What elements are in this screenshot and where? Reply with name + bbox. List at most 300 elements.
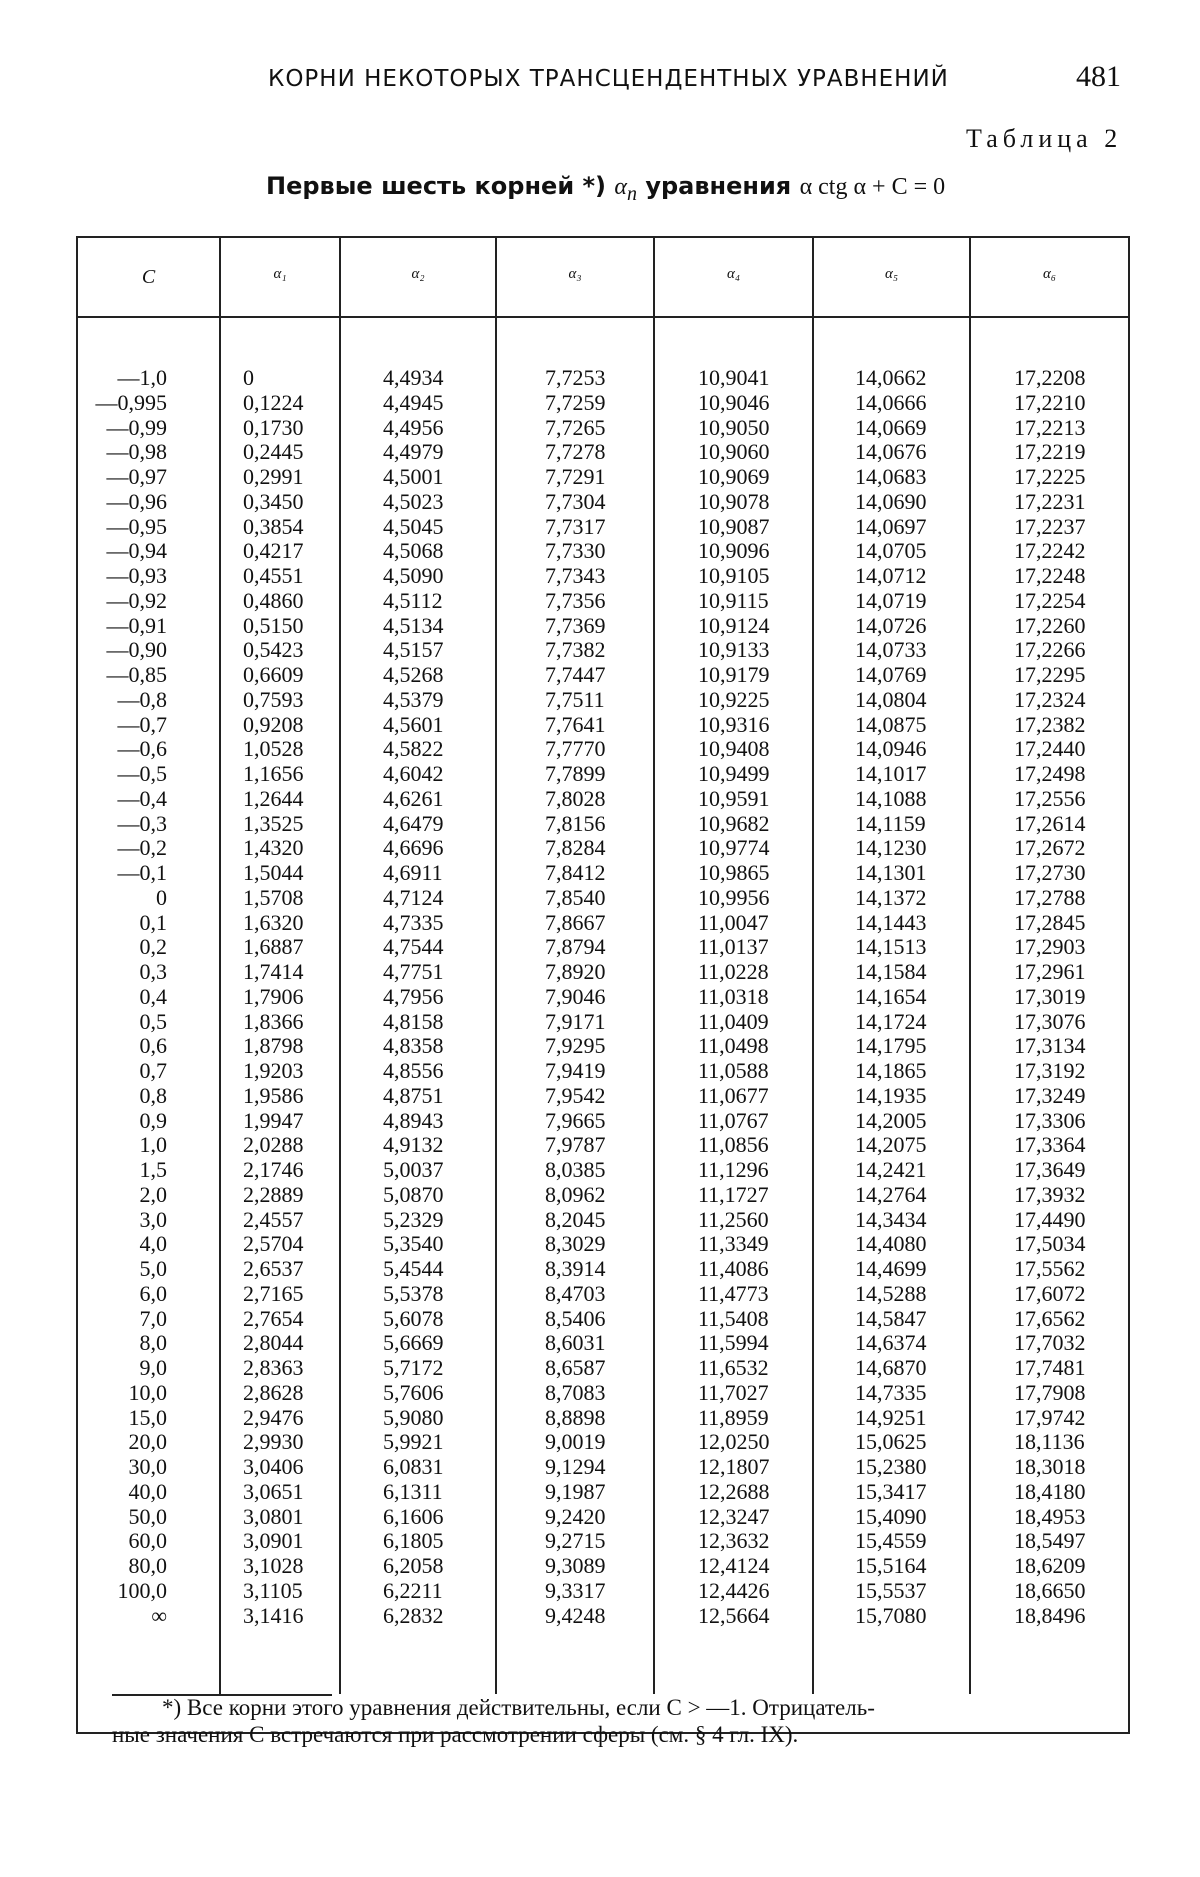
header-alpha-4: α₄ bbox=[726, 266, 741, 282]
table-cell: 9,0019 bbox=[545, 1429, 606, 1455]
table-cell: 4,7124 bbox=[383, 884, 444, 910]
table-cell: —0,6 bbox=[117, 736, 167, 762]
table-cell: 4,4945 bbox=[383, 389, 444, 415]
table-cell: 10,9225 bbox=[698, 686, 770, 712]
table-cell: 0,2991 bbox=[243, 464, 304, 489]
table-cell: —0,95 bbox=[106, 513, 167, 539]
table-cell: 17,2225 bbox=[1014, 464, 1086, 489]
table-cell: 7,8284 bbox=[545, 835, 606, 861]
table-cell: 1,9203 bbox=[243, 1058, 304, 1083]
table-cell: 0,4551 bbox=[243, 563, 304, 588]
table-cell: 14,1017 bbox=[855, 761, 927, 786]
table-cell: 0,7593 bbox=[243, 686, 304, 712]
table-cell: —0,94 bbox=[106, 538, 167, 564]
table-cell: 14,0712 bbox=[855, 563, 927, 588]
table-cell: 5,9921 bbox=[383, 1429, 444, 1455]
table-cell: 4,5157 bbox=[383, 637, 444, 663]
table-cell: —0,995 bbox=[95, 389, 167, 415]
table-cell: 14,4699 bbox=[855, 1256, 927, 1281]
table-cell: 4,5822 bbox=[383, 736, 444, 762]
table-cell: 0,9 bbox=[139, 1107, 167, 1133]
table-cell: 11,0318 bbox=[698, 983, 769, 1009]
table-cell: 15,4559 bbox=[855, 1528, 927, 1554]
table-cell: 2,6537 bbox=[243, 1256, 304, 1281]
table-cell: 17,2440 bbox=[1014, 736, 1086, 762]
table-cell: 5,4544 bbox=[383, 1256, 444, 1281]
table-cell: 17,3192 bbox=[1014, 1058, 1086, 1083]
table-cell: 8,0962 bbox=[545, 1181, 606, 1207]
table-cell: 17,3019 bbox=[1014, 983, 1086, 1009]
table-cell: —0,5 bbox=[117, 761, 167, 786]
table-cell: 14,0946 bbox=[855, 736, 927, 762]
table-cell: 4,5045 bbox=[383, 513, 444, 539]
table-cell: 4,9132 bbox=[383, 1132, 444, 1158]
table-cell: 11,0856 bbox=[698, 1132, 769, 1158]
table-cell: 1,8798 bbox=[243, 1033, 304, 1059]
table-cell: 14,0697 bbox=[855, 513, 927, 539]
table-cell: 10,9041 bbox=[698, 365, 770, 390]
table-cell: 20,0 bbox=[128, 1429, 167, 1455]
table-cell: 17,2208 bbox=[1014, 365, 1086, 390]
table-cell: 12,3632 bbox=[698, 1528, 770, 1554]
table-cell: 1,8366 bbox=[243, 1008, 304, 1034]
table-cell: 14,1230 bbox=[855, 835, 927, 861]
table-cell: 11,3349 bbox=[698, 1231, 769, 1257]
table-cell: 30,0 bbox=[128, 1454, 167, 1479]
table-cell: 6,2832 bbox=[383, 1602, 444, 1628]
table-cell: 0,3450 bbox=[243, 488, 304, 514]
table-cell: 4,7751 bbox=[383, 959, 444, 984]
table-cell: 17,5562 bbox=[1014, 1256, 1086, 1281]
table-cell: 14,5847 bbox=[855, 1305, 927, 1331]
table-cell: 4,5601 bbox=[383, 711, 444, 737]
table-cell: 2,7654 bbox=[243, 1305, 304, 1331]
table-cell: 14,1513 bbox=[855, 934, 927, 960]
table-cell: 0,4860 bbox=[243, 587, 304, 613]
table-cell: 4,6261 bbox=[383, 785, 444, 811]
table-cell: 7,9665 bbox=[545, 1107, 606, 1133]
column-alpha-3 bbox=[545, 366, 606, 1628]
header-alpha-6: α₆ bbox=[1042, 266, 1057, 282]
table-cell: 4,5134 bbox=[383, 612, 444, 638]
table-cell: 17,3932 bbox=[1014, 1181, 1086, 1207]
table-cell: 0,1 bbox=[139, 909, 167, 935]
table-cell: —0,2 bbox=[117, 835, 167, 861]
column-alpha-5 bbox=[855, 366, 927, 1628]
table-cell: 11,6532 bbox=[698, 1355, 769, 1380]
table-cell: 14,0683 bbox=[855, 464, 927, 489]
table-cell: 17,7481 bbox=[1014, 1355, 1086, 1380]
table-cell: 14,1654 bbox=[855, 983, 927, 1009]
table-cell: 4,0 bbox=[139, 1231, 167, 1257]
table-cell: 11,5994 bbox=[698, 1330, 769, 1356]
table-cell: 11,0409 bbox=[698, 1008, 769, 1034]
table-cell: 10,9865 bbox=[698, 860, 770, 885]
footnote bbox=[112, 1694, 1112, 1748]
table-cell: 4,5090 bbox=[383, 563, 444, 588]
table-cell: 17,3249 bbox=[1014, 1082, 1086, 1108]
table-cell: 14,0666 bbox=[855, 389, 927, 415]
table-cell: —0,98 bbox=[106, 439, 167, 465]
table-cell: 9,1294 bbox=[545, 1454, 606, 1479]
column-alpha-2 bbox=[383, 366, 444, 1628]
table-cell: 7,7253 bbox=[545, 365, 606, 390]
table-cell: 9,2715 bbox=[545, 1528, 606, 1554]
table-cell: 10,9179 bbox=[698, 662, 770, 687]
header-alpha-3: α₃ bbox=[568, 266, 582, 282]
table-cell: 15,3417 bbox=[855, 1478, 927, 1504]
table-cell: 10,9087 bbox=[698, 513, 770, 539]
table-cell: 10,9046 bbox=[698, 389, 770, 415]
table-cell: 5,9080 bbox=[383, 1404, 444, 1430]
table-cell: 40,0 bbox=[128, 1478, 167, 1504]
table-cell: 0,5150 bbox=[243, 612, 304, 638]
table-cell: 12,0250 bbox=[698, 1429, 770, 1455]
table-cell: 15,5537 bbox=[855, 1577, 927, 1603]
table-cell: 7,7899 bbox=[545, 761, 606, 786]
table-cell: 4,5001 bbox=[383, 464, 444, 489]
table-cell: 18,6650 bbox=[1014, 1577, 1086, 1603]
table-cell: 1,6887 bbox=[243, 934, 304, 960]
table-cell: —0,4 bbox=[117, 785, 167, 811]
table-cell: —0,7 bbox=[117, 711, 167, 737]
table-cell: 4,8158 bbox=[383, 1008, 444, 1034]
table-cell: 9,1987 bbox=[545, 1478, 606, 1504]
table-cell: 7,8667 bbox=[545, 909, 606, 935]
table-cell: 5,0 bbox=[139, 1256, 167, 1281]
table-cell: 17,6562 bbox=[1014, 1305, 1086, 1331]
table-cell: 10,0 bbox=[128, 1379, 167, 1405]
table-cell: 5,6078 bbox=[383, 1305, 444, 1331]
table-cell: 11,5408 bbox=[698, 1305, 769, 1331]
table-cell: 4,4956 bbox=[383, 414, 444, 440]
table-cell: 10,9115 bbox=[698, 587, 769, 613]
table-cell: 1,9947 bbox=[243, 1107, 304, 1133]
table-cell: 1,2644 bbox=[243, 785, 304, 811]
table-cell: 10,9408 bbox=[698, 736, 770, 762]
table-cell: 100,0 bbox=[117, 1577, 167, 1603]
table-cell: 7,7343 bbox=[545, 563, 606, 588]
table-cell: 4,7335 bbox=[383, 909, 444, 935]
table-cell: —0,99 bbox=[106, 414, 167, 440]
table-cell: 8,7083 bbox=[545, 1379, 606, 1405]
table-cell: —0,91 bbox=[106, 612, 167, 638]
table-cell: 0,1730 bbox=[243, 414, 304, 440]
table-cell: 50,0 bbox=[128, 1503, 167, 1529]
table-cell: 10,9078 bbox=[698, 488, 770, 514]
table-cell: 7,7511 bbox=[545, 686, 605, 712]
table-cell: 4,6479 bbox=[383, 810, 444, 836]
table-cell: 7,9046 bbox=[545, 983, 606, 1009]
table-cell: 14,4080 bbox=[855, 1231, 927, 1257]
table-cell: 7,9295 bbox=[545, 1033, 606, 1059]
table-cell: 0 bbox=[156, 884, 167, 910]
table-cell: 1,3525 bbox=[243, 810, 304, 836]
table-cell: 14,0669 bbox=[855, 414, 927, 440]
table-cell: 8,6031 bbox=[545, 1330, 606, 1356]
footnote-line: *) Все корни этого уравнения действительны, если C > —1. Отрицатель- bbox=[162, 1695, 875, 1720]
table-cell: 17,2788 bbox=[1014, 884, 1086, 910]
table-cell: 17,2556 bbox=[1014, 785, 1086, 811]
table-cell: 17,9742 bbox=[1014, 1404, 1086, 1430]
column-c bbox=[82, 366, 167, 1628]
table-cell: 17,6072 bbox=[1014, 1280, 1086, 1306]
table-cell: 8,0385 bbox=[545, 1157, 606, 1182]
table-cell: 3,1105 bbox=[243, 1577, 303, 1603]
table-cell: 2,2889 bbox=[243, 1181, 304, 1207]
column-divider bbox=[812, 236, 814, 1694]
table-cell: 5,6669 bbox=[383, 1330, 444, 1356]
table-cell: 7,7770 bbox=[545, 736, 606, 762]
table-cell: 18,8496 bbox=[1014, 1602, 1086, 1628]
caption-middle: уравнения bbox=[645, 172, 792, 200]
table-cell: 14,6870 bbox=[855, 1355, 927, 1380]
table-cell: 17,7032 bbox=[1014, 1330, 1086, 1356]
table-cell: 15,4090 bbox=[855, 1503, 927, 1529]
table-cell: 14,0804 bbox=[855, 686, 927, 712]
table-cell: —0,85 bbox=[106, 662, 167, 687]
running-title: КОРНИ НЕКОТОРЫХ ТРАНСЦЕНДЕНТНЫХ УРАВНЕНИЙ bbox=[268, 66, 949, 92]
column-divider bbox=[219, 236, 221, 1694]
table-cell: 4,6042 bbox=[383, 761, 444, 786]
table-cell: 14,0875 bbox=[855, 711, 927, 737]
table-cell: 17,5034 bbox=[1014, 1231, 1086, 1257]
table-cell: 4,5023 bbox=[383, 488, 444, 514]
table-cell: 7,7259 bbox=[545, 389, 606, 415]
table-cell: 8,2045 bbox=[545, 1206, 606, 1232]
table-cell: 7,7382 bbox=[545, 637, 606, 663]
table-cell: 7,8540 bbox=[545, 884, 606, 910]
table-cell: 10,9096 bbox=[698, 538, 770, 564]
table-cell: 14,0690 bbox=[855, 488, 927, 514]
table-cell: 18,3018 bbox=[1014, 1454, 1086, 1479]
table-cell: 4,7956 bbox=[383, 983, 444, 1009]
table-cell: 17,3134 bbox=[1014, 1033, 1086, 1059]
table-cell: 7,7265 bbox=[545, 414, 606, 440]
table-cell: 7,8920 bbox=[545, 959, 606, 984]
table-cell: 12,5664 bbox=[698, 1602, 770, 1628]
table-cell: —0,3 bbox=[117, 810, 167, 836]
table-cell: 17,2672 bbox=[1014, 835, 1086, 861]
table-cell: 14,1372 bbox=[855, 884, 927, 910]
table-cell: 10,9591 bbox=[698, 785, 770, 811]
table-caption bbox=[266, 172, 945, 206]
table-cell: 4,8751 bbox=[383, 1082, 444, 1108]
table-cell: 17,2498 bbox=[1014, 761, 1086, 786]
table-cell: 11,0498 bbox=[698, 1033, 769, 1059]
table-cell: 11,0047 bbox=[698, 909, 769, 935]
header-c: C bbox=[141, 266, 156, 288]
table-cell: 2,0288 bbox=[243, 1132, 304, 1158]
table-cell: 14,1935 bbox=[855, 1082, 927, 1108]
table-cell: 14,0726 bbox=[855, 612, 927, 638]
table-cell: 6,1311 bbox=[383, 1478, 443, 1504]
column-divider bbox=[969, 236, 971, 1694]
table-cell: 17,3649 bbox=[1014, 1157, 1086, 1182]
table-cell: 5,3540 bbox=[383, 1231, 444, 1257]
table-cell: 17,7908 bbox=[1014, 1379, 1086, 1405]
table-cell: 4,8358 bbox=[383, 1033, 444, 1059]
table-cell: 2,1746 bbox=[243, 1157, 304, 1182]
table-cell: 7,7447 bbox=[545, 662, 606, 687]
table-cell: 17,2614 bbox=[1014, 810, 1086, 836]
table-cell: 15,0 bbox=[128, 1404, 167, 1430]
table-cell: 18,5497 bbox=[1014, 1528, 1086, 1554]
table-cell: 1,5708 bbox=[243, 884, 304, 910]
table-cell: 0,7 bbox=[139, 1058, 167, 1083]
table-cell: 3,0651 bbox=[243, 1478, 304, 1504]
table-cell: 11,0228 bbox=[698, 959, 769, 984]
table-cell: 0,3 bbox=[139, 959, 167, 984]
table-cell: 14,1088 bbox=[855, 785, 927, 811]
table-cell: —0,90 bbox=[106, 637, 167, 663]
table-cell: 14,2421 bbox=[855, 1157, 927, 1182]
table-cell: 80,0 bbox=[128, 1553, 167, 1578]
table-cell: 1,1656 bbox=[243, 761, 304, 786]
table-cell: 1,5044 bbox=[243, 860, 304, 885]
table-cell: —0,96 bbox=[106, 488, 167, 514]
table-cell: 7,7304 bbox=[545, 488, 606, 514]
table-cell: 2,9476 bbox=[243, 1404, 304, 1430]
table-cell: 17,2231 bbox=[1014, 488, 1086, 514]
table-cell: 60,0 bbox=[128, 1528, 167, 1554]
table-cell: —0,97 bbox=[106, 464, 167, 489]
table-cell: 17,2254 bbox=[1014, 587, 1086, 613]
table-cell: 12,1807 bbox=[698, 1454, 770, 1479]
table-cell: 14,1301 bbox=[855, 860, 927, 885]
table-cell: 3,0801 bbox=[243, 1503, 304, 1529]
table-cell: 8,6587 bbox=[545, 1355, 606, 1380]
column-alpha-4 bbox=[698, 366, 770, 1628]
table-cell: 15,7080 bbox=[855, 1602, 927, 1628]
table-cell: 14,2005 bbox=[855, 1107, 927, 1133]
table-cell: 2,8044 bbox=[243, 1330, 304, 1356]
table-cell: 12,3247 bbox=[698, 1503, 770, 1529]
table-cell: 0,5423 bbox=[243, 637, 304, 663]
table-cell: 11,1296 bbox=[698, 1157, 769, 1182]
table-cell: 14,0705 bbox=[855, 538, 927, 564]
table-cell: 14,1865 bbox=[855, 1058, 927, 1083]
table-cell: 2,8628 bbox=[243, 1379, 304, 1405]
table-cell: 2,5704 bbox=[243, 1231, 304, 1257]
table-cell: 9,2420 bbox=[545, 1503, 606, 1529]
footnote-line: ные значения C встречаются при рассмотрении сферы (см. § 4 гл. IX). bbox=[112, 1722, 799, 1747]
table-cell: 0,6609 bbox=[243, 662, 304, 687]
table-cell: 17,2266 bbox=[1014, 637, 1086, 663]
table-cell: 0 bbox=[243, 365, 254, 390]
table-cell: 14,0676 bbox=[855, 439, 927, 465]
table-cell: 14,5288 bbox=[855, 1280, 927, 1306]
table-cell: 10,9105 bbox=[698, 563, 770, 588]
table-cell: 17,2213 bbox=[1014, 414, 1086, 440]
table-cell: 7,7356 bbox=[545, 587, 606, 613]
table-cell: 17,2210 bbox=[1014, 389, 1086, 415]
table-cell: 5,0037 bbox=[383, 1157, 444, 1182]
table-cell: 18,6209 bbox=[1014, 1553, 1086, 1578]
table-cell: 11,4773 bbox=[698, 1280, 769, 1306]
table-cell: 8,8898 bbox=[545, 1404, 606, 1430]
table-cell: 7,9542 bbox=[545, 1082, 606, 1108]
table-cell: 14,1159 bbox=[855, 810, 926, 836]
table-cell: 10,9499 bbox=[698, 761, 770, 786]
table-cell: 7,9171 bbox=[545, 1008, 606, 1034]
column-divider bbox=[339, 236, 341, 1694]
table-cell: 3,1028 bbox=[243, 1553, 304, 1578]
table-cell: 2,9930 bbox=[243, 1429, 304, 1455]
table-cell: 7,7369 bbox=[545, 612, 606, 638]
table-cell: 14,0662 bbox=[855, 365, 927, 390]
table-cell: 18,1136 bbox=[1014, 1429, 1085, 1455]
header-rule bbox=[76, 316, 1130, 318]
table-cell: 17,2382 bbox=[1014, 711, 1086, 737]
table-cell: 18,4180 bbox=[1014, 1478, 1086, 1504]
caption-symbol: α bbox=[614, 174, 627, 200]
table-cell: 10,9050 bbox=[698, 414, 770, 440]
table-cell: 5,0870 bbox=[383, 1181, 444, 1207]
table-cell: 0,9208 bbox=[243, 711, 304, 737]
table-cell: 7,7291 bbox=[545, 464, 606, 489]
table-cell: 17,2219 bbox=[1014, 439, 1086, 465]
table-cell: 14,1724 bbox=[855, 1008, 927, 1034]
table-cell: 8,5406 bbox=[545, 1305, 606, 1331]
table-cell: 7,7317 bbox=[545, 513, 606, 539]
table-cell: 8,0 bbox=[139, 1330, 167, 1356]
table-cell: 17,2903 bbox=[1014, 934, 1086, 960]
table-cell: 4,8556 bbox=[383, 1058, 444, 1083]
caption-equation: α ctg α + C = 0 bbox=[799, 174, 946, 200]
table-cell: 10,9069 bbox=[698, 464, 770, 489]
column-alpha-6 bbox=[1014, 366, 1086, 1628]
table-cell: 10,9133 bbox=[698, 637, 770, 663]
table-cell: 17,2730 bbox=[1014, 860, 1086, 885]
table-cell: 7,7330 bbox=[545, 538, 606, 564]
table-cell: 10,9124 bbox=[698, 612, 770, 638]
table-cell: 14,2764 bbox=[855, 1181, 927, 1207]
table-cell: 17,2237 bbox=[1014, 513, 1086, 539]
table-cell: 11,0137 bbox=[698, 934, 769, 960]
table-cell: 4,4979 bbox=[383, 439, 444, 465]
table-cell: 14,1795 bbox=[855, 1033, 927, 1059]
table-cell: 14,9251 bbox=[855, 1404, 927, 1430]
table-cell: 4,7544 bbox=[383, 934, 444, 960]
table-cell: 12,2688 bbox=[698, 1478, 770, 1504]
table-cell: 5,5378 bbox=[383, 1280, 444, 1306]
table-cell: 1,4320 bbox=[243, 835, 304, 861]
table-cell: 5,2329 bbox=[383, 1206, 444, 1232]
table-cell: 7,0 bbox=[139, 1305, 167, 1331]
table-cell: 14,0719 bbox=[855, 587, 927, 613]
table-cell: 14,0769 bbox=[855, 662, 927, 687]
table-cell: 6,2058 bbox=[383, 1553, 444, 1578]
column-divider bbox=[653, 236, 655, 1694]
column-divider bbox=[495, 236, 497, 1694]
table-cell: 14,0733 bbox=[855, 637, 927, 663]
table-cell: 15,2380 bbox=[855, 1454, 927, 1479]
table-cell: 6,1606 bbox=[383, 1503, 444, 1529]
table-cell: 4,5268 bbox=[383, 662, 444, 687]
table-cell: 8,3029 bbox=[545, 1231, 606, 1257]
table-cell: 1,5 bbox=[139, 1157, 167, 1182]
table-cell: 1,0 bbox=[139, 1132, 167, 1158]
table-cell: 3,0406 bbox=[243, 1454, 304, 1479]
table-cell: 14,1584 bbox=[855, 959, 927, 984]
table-cell: 2,7165 bbox=[243, 1280, 304, 1306]
table-cell: 0,6 bbox=[139, 1033, 167, 1059]
header-alpha-5: α₅ bbox=[884, 266, 899, 282]
caption-subscript: n bbox=[626, 182, 637, 205]
table-cell: 3,1416 bbox=[243, 1602, 304, 1628]
table-cell: 17,3364 bbox=[1014, 1132, 1086, 1158]
